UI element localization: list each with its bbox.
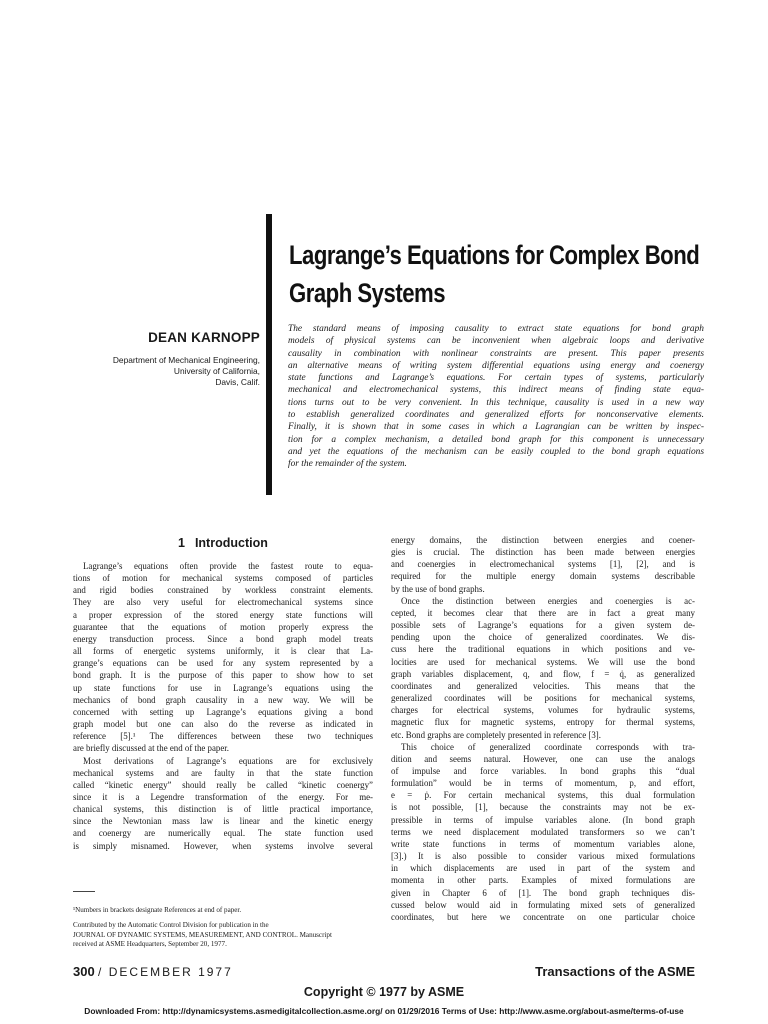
body-line: generalized coordinates will be positions for mechanical systems, [391,693,695,704]
body-line: cussed below would aid in formulating mixed sets of generalized [391,899,695,910]
abstract-line: models of physical systems can be inconvenient when algebraic loops and derivative [288,336,704,347]
body-line: and coenergies in electromechanical systems [1], [2], and is [391,559,695,570]
body-line: by the use of bond graphs. [391,583,485,594]
body-line: up state functions for use in Lagrange’s equations using the [73,682,373,693]
body-line: Most derivations of Lagrange’s equations are for exclusively [83,755,373,766]
affiliation-line: Department of Mechanical Engineering, [112,355,260,365]
abstract [288,323,704,471]
author-affiliation [40,355,260,388]
body-line: concerned with setting up Lagrange’s equations giving a bond [73,706,373,717]
footnote-numbering: ¹Numbers in brackets designate References at end of paper. [73,906,242,914]
body-line: bond graph. It is the purpose of this paper to show how to set [73,670,373,681]
abstract-line: causality in combination with nonlinear constraints are present. This paper presents [288,348,704,359]
body-line: dition and seems natural. However, one can use the analogs [391,753,695,764]
body-line: given in Chapter 6 of [1]. The bond graph techniques dis- [391,887,695,898]
journal-name: Transactions of the ASME [535,964,695,979]
body-line: in which displacements are used in part of the system and [391,863,695,874]
body-line: gies is crucial. The distinction has been made between energies [391,547,695,558]
section-number: 1 [178,536,185,550]
left-column [73,560,373,852]
body-line: possible sets of Lagrange’s equations for a given system de- [391,620,695,631]
body-line: of impulse and force variables. In bond graphs this “dual [391,765,695,776]
section-heading [178,536,268,550]
body-line: all forms of energetic systems uniformly, it is clear that La- [73,646,373,657]
title-line: Graph Systems [289,278,446,308]
body-line: pressible in terms of impulse variables alone. (In bond graph [391,814,695,825]
body-line: mechanics of bond graph causality in a new way. We will be [73,694,373,705]
title-line: Lagrange’s Equations for Complex Bond [289,240,700,270]
body-line: They are also very useful for electromechanical systems since [73,597,373,608]
body-line: Lagrange’s equations often provide the fastest route to equa- [83,561,373,571]
body-line: and rigid bodies constrained by workless constraint elements. [73,585,373,596]
body-line: e = ṗ. For certain mechanical systems, this dual formulation [391,790,695,801]
body-line: and coenergy are numerically equal. The state function used [73,828,373,839]
body-line: etc. Bond graphs are completely presented in reference [3]. [391,729,601,740]
footnote-contributed-line: JOURNAL OF DYNAMIC SYSTEMS, MEASUREMENT, AND CONTROL. Manuscript [73,930,332,939]
body-line: is not possible, [1], because the constraints may not be ex- [391,802,695,813]
body-line: tions of motion for mechanical systems composed of particles [73,573,373,584]
issue-date: DECEMBER 1977 [108,965,233,979]
body-line: cuss here the traditional equations in which positions and ve- [391,644,695,655]
download-notice: Downloaded From: http://dynamicsystems.asmedigitalcollection.asme.org/ on 01/29/2016 Terms of Use: http://www.asme.org/about-asme/terms-of-use [84,1006,684,1016]
abstract-line: mechanical and electromechanical systems, this indirect means of finding state equa- [288,385,704,396]
abstract-line: The standard means of imposing causality to extract state equations for bond graph [288,324,704,334]
abstract-line: to establish generalized coordinates and generalized efforts for nonconservative elements. [288,410,704,421]
abstract-line: state functions and Lagrange’s equations. For certain types of systems, particularly [288,373,704,384]
section-title: Introduction [194,536,268,550]
abstract-line: and yet the equations of the mechanism can be easily coupled to the bond graph equations [288,446,704,457]
body-line: locities are used for mechanical systems. We will use the bond [391,656,695,667]
body-line: is simply misnamed. However, when systems involve several [73,840,373,851]
body-line: coordinates, but here we concentrate on one particular choice [391,911,695,922]
footnote-contributed-line: received at ASME Headquarters, September 20, 1977. [73,939,227,948]
abstract-line: tion for a complex mechanism, a detailed bond graph for this component is unnecessary [288,434,704,445]
affiliation-line: Davis, Calif. [215,377,260,387]
body-line: energy domains, the distinction between energies and coener- [391,535,695,545]
body-line: momenta in other parts. Examples of mixed formulations are [391,875,695,886]
right-column [391,534,695,923]
footnote-contributed-line: Contributed by the Automatic Control Division for publication in the [73,921,269,930]
body-line: energy transduction process. Since a bond graph model treats [73,633,373,644]
body-line: cepted, it becomes clear that there are in fact a great many [391,607,695,618]
abstract-line: an alternative means of writing system differential equations using energy and coenergy [288,360,704,371]
body-line: chanical systems, this distinction is of little practical importance, [73,804,373,815]
footer-separator: / [98,965,102,979]
body-line: a proper expression of the stored energy state functions will [73,609,373,620]
body-line: since it is a Legendre transformation of the energy. For me- [73,791,373,802]
body-line: guarantee that the equations of motion properly express the [73,621,373,632]
body-line: magnetic flux for magnetic systems, entropy for thermal systems, [391,717,695,728]
body-line: charges for electrical systems, volumes for hydraulic systems, [391,705,695,716]
body-line: [3].) It is also possible to consider various mixed formulations [391,851,695,862]
paper-title [289,236,715,312]
affiliation-line: University of California, [173,366,260,376]
body-line: pending upon the choice of generalized coordinates. We dis- [391,632,695,643]
footnote-rule [73,891,95,892]
body-line: write state functions in terms of momentum variables alone, [391,838,695,849]
body-line: grange’s equations can be used for any system represented by a [73,658,373,669]
body-line: coordinates and generalized velocities. This means that the [391,680,695,691]
body-line: required for the multiple energy domain systems describable [391,571,695,582]
body-line: formulation” would be in terms of momentum, p, and effort, [391,778,695,789]
title-rule [266,214,272,495]
body-line: Once the distinction between energies and coenergies is ac- [401,595,695,606]
footnotes [73,906,373,949]
abstract-line: tions turns out to be very convenient. In this technique, causality is used in a new way [288,397,704,408]
abstract-line: for the remainder of the system. [288,459,407,470]
body-line: called “kinetic energy” should really be called “kinetic coenergy” [73,779,373,790]
body-line: graph variables displacement, q, and flow, f = q̇, as generalized [391,668,695,679]
body-line: are briefly discussed at the end of the paper. [73,743,229,754]
author-name: DEAN KARNOPP [148,330,260,345]
body-line: since the Newtonian mass law is linear and the kinetic energy [73,816,373,827]
copyright-notice: Copyright © 1977 by ASME [303,985,465,999]
body-line: This choice of generalized coordinate corresponds with tra- [401,741,695,752]
body-line: terms we need displacement modulated transformers so we can’t [391,826,695,837]
body-line: graph model but one can also do the reverse as indicated in [73,719,373,730]
body-line: reference [5].¹ The differences between these two techniques [73,731,373,742]
body-line: mechanical systems and are faulty in that the state function [73,767,373,778]
page-footer-left [73,964,233,979]
abstract-line: Finally, it is shown that in some cases in which a Lagrangian can be written by inspec- [288,422,704,433]
page-number: 300 [73,964,95,979]
